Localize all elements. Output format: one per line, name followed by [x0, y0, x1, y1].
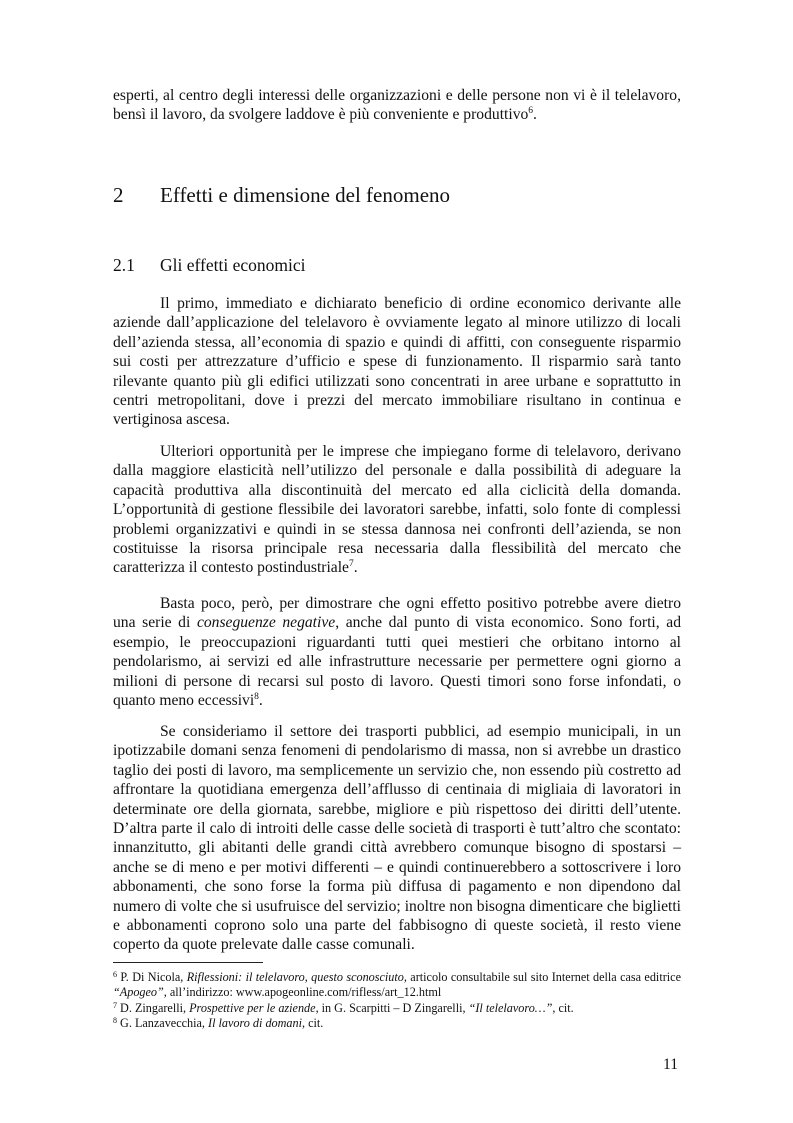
- footnote-7: $^7$ D. Zingarelli, Prospettive per le aziende, in G. Scarpitti – D Zingarelli, “Il telelavoro…”, cit.: [113, 1000, 574, 1015]
- footnote-8: $^8$ G. Lanzavecchia, Il lavoro di domani, cit.: [113, 1015, 324, 1030]
- footnote-divider: [113, 962, 263, 963]
- subsection-title: Gli effetti economici: [160, 255, 306, 275]
- footnote-ref-7[interactable]: 7: [348, 559, 354, 570]
- intro-paragraph: esperti, al centro degli interessi delle organizzazioni e delle persone non vi è il telelavoro, bensì il lavoro, da svolgere laddove è più conveniente e produttivo$^6$.: [113, 87, 681, 124]
- paragraph-3: Basta poco, però, per dimostrare che ogni effetto positivo potrebbe avere dietro una serie di conseguenze negative, anche dal punto di vista economico. Sono forti, ad esempio, le preoccupazioni riguardanti tutti quei mestieri che orbitano intorno al pendolarismo, ai servizi ed alle infrastrutture necessarie per permettere ogni giorno a milioni di persone di recarsi sul posto di lavoro. Questi timori sono forse infondati, o quanto meno eccessivi$^8$.: [113, 595, 681, 710]
- section-number: 2: [113, 183, 124, 207]
- section-heading: [113, 182, 450, 208]
- intro-paragraph-block: [113, 86, 681, 125]
- page-number: 11: [663, 1056, 679, 1073]
- footnote-ref-8[interactable]: 8: [254, 692, 259, 703]
- footnote-ref-6[interactable]: 6: [528, 106, 534, 117]
- footnote-6: $^6$ P. Di Nicola, Riflessioni: il telelavoro, questo sconosciuto, articolo consultabile sul sito Internet della casa editrice “Apogeo”, all’indirizzo: www.apogeonline.com/rifless/art_12.html: [113, 970, 681, 1000]
- paragraph-4-block: [113, 722, 681, 955]
- paragraph-1-block: [113, 294, 681, 430]
- subsection-number: 2.1: [113, 255, 135, 275]
- paragraph-2: Ulteriori opportunità per le imprese che impiegano forme di telelavoro, derivano dalla maggiore elasticità nell’utilizzo del personale e dalla possibilità di adeguare la capacità produttiva alla discontinuità del mercato ed alla ciclicità della domanda. L’opportunità di gestione flessibile dei lavoratori sarebbe, infatti, solo fonte di complessi problemi organizzativi e quindi in se stessa dannosa nei confronti dell’azienda, se non costituisse la risorsa principale resa necessaria dalla flessibilità del mercato che caratterizza il contesto postindustriale$^7$.: [113, 443, 681, 577]
- subsection-heading: [113, 254, 305, 276]
- footnotes: [113, 970, 681, 1031]
- emphasis-text: conseguenze negative: [196, 614, 336, 632]
- paragraph-3-block: [113, 594, 681, 710]
- paragraph-4: Se consideriamo il settore dei trasporti pubblici, ad esempio municipali, in un ipotizzabile domani senza fenomeni di pendolarismo di massa, non si avrebbe un drastico taglio dei posti di lavoro, ma semplicemente un servizio che, non essendo più costretto ad affrontare la quotidiana emergenza dell’afflusso di centinaia di migliaia di lavoratori in determinate ore della giornata, sarebbe, migliore e più rispettoso dei diritti dell’utente. D’altra parte il calo di introiti delle casse delle società di trasporti è tutt’altro che scontato: innanzitutto, gli abitanti delle grandi città avrebbero comunque bisogno di spostarsi – anche se di meno e per motivi differenti – e quindi continuerebbero a sottoscrivere i loro abbonamenti, che sono forse la forma più diffusa di pagamento e non dipendono dal numero di volte che si usufruisce del servizio; inoltre non bisogna dimenticare che biglietti e abbonamenti coprono solo una parte del fabbisogno di queste società, il resto viene coperto da quote prelevate dalle casse comunali.: [113, 723, 681, 954]
- paragraph-2-block: [113, 442, 681, 578]
- paragraph-1: Il primo, immediato e dichiarato beneficio di ordine economico derivante alle aziende dall’applicazione del telelavoro è ovviamente legato al minore utilizzo di locali dell’azienda stessa, all’economia di spazio e quindi di affitti, con conseguente risparmio sui costi per attrezzature d’ufficio e spese di funzionamento. Il risparmio sarà tanto rilevante quanto più gli edifici utilizzati sono concentrati in aree urbane e soprattutto in centri metropolitani, dove i prezzi del mercato immobiliare risultano in continua e vertiginosa ascesa.: [113, 295, 681, 429]
- section-title: Effetti e dimensione del fenomeno: [160, 183, 451, 207]
